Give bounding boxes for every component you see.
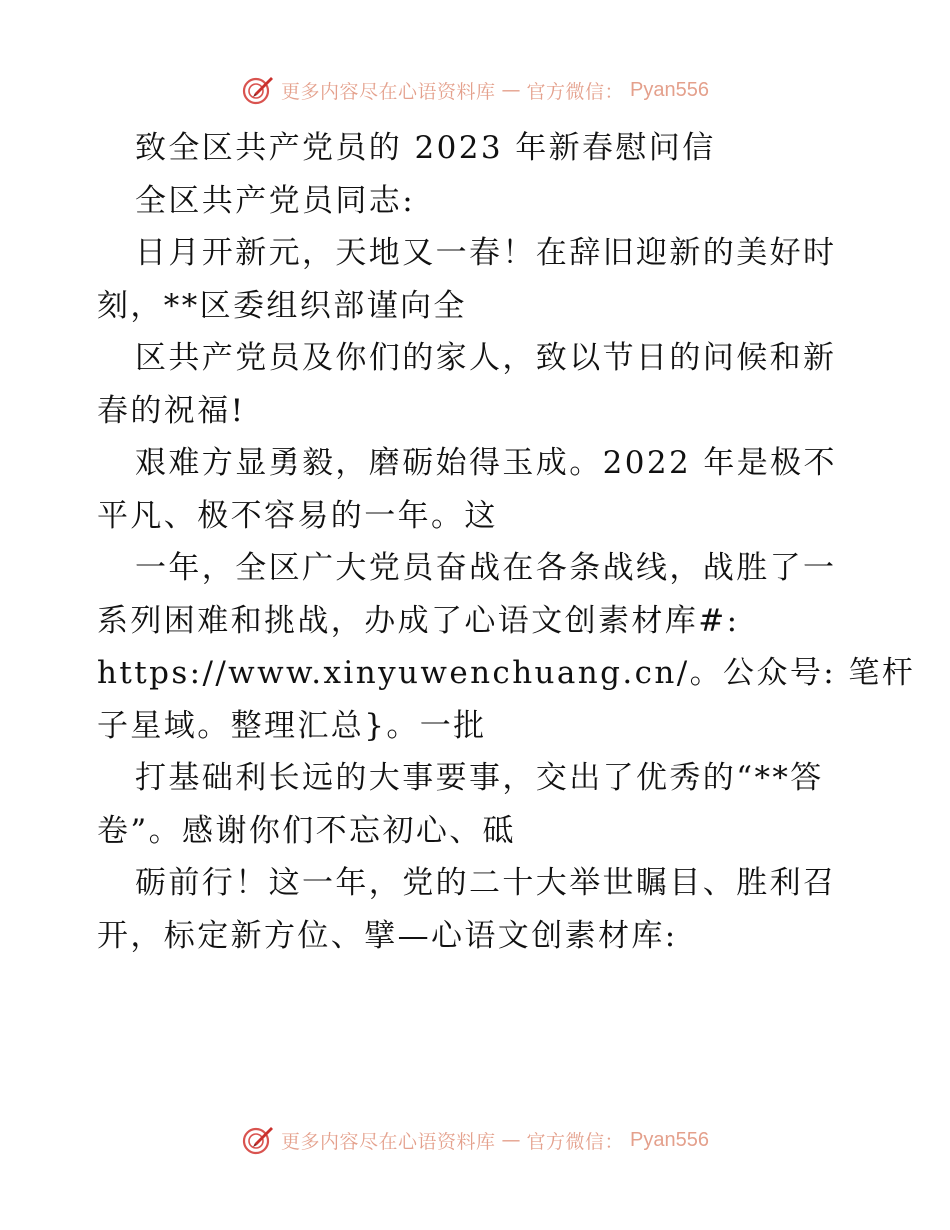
paragraph-line: 一年，全区广大党员奋战在各条战线，战胜了一 (135, 550, 837, 586)
paragraph-line-url: https://www.xinyuwenchuang.cn/。公众号: 笔杆 (97, 655, 916, 691)
paragraph-line: 卷”。感谢你们不忘初心、砥 (97, 812, 517, 849)
footer-banner (0, 1120, 950, 1160)
header-banner-content (241, 73, 709, 107)
paragraph-line: 子星域。整理汇总}。一批 (97, 707, 487, 744)
header-wechat-id: Pyan556 (630, 78, 709, 101)
paragraph-line: 平凡、极不容易的一年。这 (97, 497, 498, 534)
header-banner (0, 70, 950, 110)
footer-banner-separator: — (501, 1129, 521, 1151)
footer-banner-content (241, 1123, 709, 1157)
document-title: 致全区共产党员的 2023 年新春慰问信 (135, 130, 716, 166)
paragraph-line: 刻，**区委组织部谨向全 (97, 287, 467, 324)
footer-wechat-label: 官方微信： (526, 1130, 625, 1153)
paragraph-line: 开，标定新方位、擘—心语文创素材库: (97, 917, 678, 954)
paragraph-line: 春的祝福! (97, 392, 246, 429)
document-body (97, 122, 916, 962)
salutation: 全区共产党员同志: (135, 182, 416, 219)
footer-wechat-id: Pyan556 (630, 1128, 709, 1151)
paragraph-line: 打基础利长远的大事要事，交出了优秀的“**答 (135, 760, 824, 796)
footer-banner-text: 更多内容尽在心语资料库 (281, 1130, 496, 1153)
quill-pen-logo-icon (241, 1123, 275, 1157)
header-banner-text: 更多内容尽在心语资料库 (281, 80, 496, 103)
header-banner-separator: — (501, 79, 521, 101)
paragraph-line: 系列困难和挑战，办成了心语文创素材库#: (97, 602, 740, 639)
paragraph-line: 艰难方显勇毅，磨砺始得玉成。2022 年是极不 (135, 445, 837, 481)
header-wechat-label: 官方微信： (526, 80, 625, 103)
paragraph-line: 日月开新元，天地又一春！在辞旧迎新的美好时 (135, 235, 837, 271)
quill-pen-logo-icon (241, 73, 275, 107)
paragraph-line: 区共产党员及你们的家人，致以节日的问候和新 (135, 340, 837, 376)
paragraph-line: 砺前行！这一年，党的二十大举世瞩目、胜利召 (135, 865, 837, 901)
